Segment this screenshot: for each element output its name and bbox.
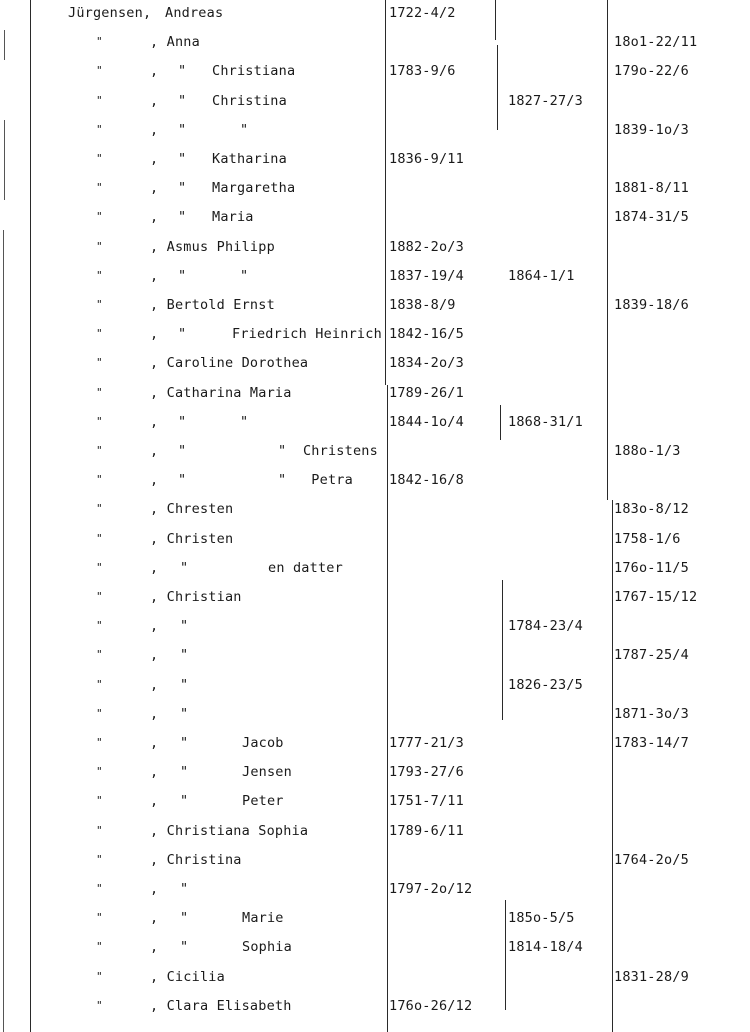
column-rule [612, 500, 613, 1032]
column-rule [607, 0, 608, 500]
surname-cell: " [96, 473, 103, 487]
birth-date-cell: 176o-26/12 [389, 997, 473, 1014]
ditto-cell: " [178, 92, 187, 109]
given-name-cell: , [150, 705, 159, 722]
surname-cell: " [96, 852, 103, 866]
death-date-cell: 1839-18/6 [614, 297, 689, 313]
given-name-cell: , [150, 939, 159, 956]
second-name-cell: Sophia [242, 939, 292, 956]
death-date-cell: 1783-14/7 [614, 735, 689, 751]
surname-cell: " [96, 911, 103, 925]
event-date-cell: 1826-23/5 [508, 676, 583, 693]
surname-cell: " [96, 268, 103, 282]
ditto-cell: " [178, 413, 187, 430]
birth-date-cell: 1789-26/1 [389, 384, 464, 401]
surname-cell: " [96, 210, 103, 224]
second-name-cell: Christina [212, 92, 287, 109]
surname-cell: " [96, 648, 103, 662]
surname-cell: " [96, 327, 103, 341]
second-name-cell: Peter [242, 793, 284, 810]
surname-cell: " [96, 794, 103, 808]
given-name-cell: , [150, 676, 159, 693]
death-date-cell: 1874-31/5 [614, 209, 689, 226]
second-name-cell: Katharina [212, 151, 287, 167]
ditto-cell: " [180, 676, 189, 693]
surname-cell: " [96, 385, 103, 399]
death-date-cell: 1758-1/6 [614, 530, 681, 547]
birth-date-cell: 1882-2o/3 [389, 238, 464, 255]
birth-date-cell: 1834-2o/3 [389, 355, 464, 372]
surname-cell: " [96, 998, 103, 1012]
second-name-cell: " [240, 121, 249, 138]
given-name-cell: , Bertold Ernst [150, 297, 275, 313]
column-rule [495, 0, 496, 40]
column-rule [387, 385, 388, 1032]
given-name-cell: , [150, 326, 159, 343]
birth-date-cell: 1838-8/9 [389, 297, 456, 313]
given-name-cell: , [150, 443, 159, 459]
surname-cell: " [96, 414, 103, 428]
second-name-cell: " Christens [278, 443, 378, 459]
ditto-cell: " [178, 63, 187, 80]
column-rule [385, 0, 386, 385]
surname-cell: " [96, 765, 103, 779]
given-name-cell: , [150, 618, 159, 635]
given-name-cell: , [150, 472, 159, 489]
given-name-cell: , [150, 735, 159, 751]
surname-cell: " [96, 356, 103, 370]
ditto-cell: " [178, 180, 187, 197]
death-date-cell: 1839-1o/3 [614, 121, 689, 138]
event-date-cell: 1814-18/4 [508, 939, 583, 956]
event-date-cell: 1827-27/3 [508, 92, 583, 109]
event-date-cell: 185o-5/5 [508, 910, 575, 927]
ditto-cell: " [178, 121, 187, 138]
given-name-cell: , [150, 267, 159, 284]
given-name-cell: , Christina [150, 851, 242, 868]
ditto-cell: " [180, 793, 189, 810]
scan-edge-mark [4, 120, 5, 200]
surname-cell: " [96, 181, 103, 195]
second-name-cell: en datter [268, 559, 343, 576]
death-date-cell: 1871-3o/3 [614, 705, 689, 722]
ditto-cell: " [180, 559, 189, 576]
birth-date-cell: 1844-1o/4 [389, 413, 464, 430]
second-name-cell: Margaretha [212, 180, 296, 197]
given-name-cell: , [150, 63, 159, 80]
second-name-cell: Friedrich Heinrich [232, 326, 382, 343]
surname-cell: " [96, 502, 103, 516]
ditto-cell: " [180, 735, 189, 751]
surname-cell: Jürgensen, [68, 5, 152, 21]
birth-date-cell: 1793-27/6 [389, 764, 464, 781]
ditto-cell: " [178, 472, 187, 489]
birth-date-cell: 1842-16/8 [389, 472, 464, 489]
given-name-cell: , [150, 764, 159, 781]
surname-cell: " [96, 35, 103, 49]
surname-cell: " [96, 560, 103, 574]
given-name-cell: , Anna [150, 34, 200, 51]
column-rule [502, 580, 503, 720]
second-name-cell: " Petra [278, 472, 353, 489]
surname-cell: " [96, 940, 103, 954]
given-name-cell: , Christian [150, 589, 242, 605]
surname-cell: " [96, 444, 103, 457]
given-name-cell: , [150, 92, 159, 109]
death-date-cell: 1881-8/11 [614, 180, 689, 197]
given-name-cell: , [150, 559, 159, 576]
given-name-cell: , Catharina Maria [150, 384, 292, 401]
ditto-cell: " [178, 326, 187, 343]
second-name-cell: " [240, 413, 249, 430]
surname-cell: " [96, 590, 103, 603]
given-name-cell: Andreas [165, 5, 224, 21]
birth-date-cell: 1842-16/5 [389, 326, 464, 343]
ditto-cell: " [180, 881, 189, 897]
death-date-cell: 1787-25/4 [614, 647, 689, 664]
birth-date-cell: 1836-9/11 [389, 151, 464, 167]
death-date-cell: 179o-22/6 [614, 63, 689, 80]
surname-cell: " [96, 969, 103, 983]
ditto-cell: " [180, 618, 189, 635]
given-name-cell: , Cicilia [150, 968, 225, 985]
given-name-cell: , [150, 910, 159, 927]
column-rule [30, 0, 31, 1032]
given-name-cell: , [150, 180, 159, 197]
second-name-cell: Jensen [242, 764, 292, 781]
birth-date-cell: 1777-21/3 [389, 735, 464, 751]
death-date-cell: 176o-11/5 [614, 559, 689, 576]
event-date-cell: 1784-23/4 [508, 618, 583, 635]
surname-cell: " [96, 239, 103, 253]
birth-date-cell: 1797-2o/12 [389, 881, 473, 897]
second-name-cell: Christiana [212, 63, 296, 80]
surname-cell: " [96, 64, 103, 78]
death-date-cell: 188o-1/3 [614, 443, 681, 459]
second-name-cell: " [240, 267, 249, 284]
surname-cell: " [96, 122, 103, 136]
given-name-cell: , [150, 647, 159, 664]
ditto-cell: " [178, 209, 187, 226]
scan-edge-mark [4, 30, 5, 60]
given-name-cell: , [150, 151, 159, 167]
surname-cell: " [96, 736, 103, 749]
surname-cell: " [96, 823, 103, 837]
death-date-cell: 1764-2o/5 [614, 851, 689, 868]
given-name-cell: , Christiana Sophia [150, 822, 309, 839]
surname-cell: " [96, 882, 103, 895]
given-name-cell: , [150, 121, 159, 138]
given-name-cell: , [150, 881, 159, 897]
death-date-cell: 1767-15/12 [614, 589, 698, 605]
death-date-cell: 18o1-22/11 [614, 34, 698, 51]
second-name-cell: Marie [242, 910, 284, 927]
death-date-cell: 1831-28/9 [614, 968, 689, 985]
ditto-cell: " [180, 764, 189, 781]
column-rule [505, 900, 506, 1010]
given-name-cell: , Asmus Philipp [150, 238, 275, 255]
second-name-cell: Jacob [242, 735, 284, 751]
birth-date-cell: 1789-6/11 [389, 822, 464, 839]
surname-cell: " [96, 152, 103, 165]
ditto-cell: " [178, 267, 187, 284]
surname-cell: " [96, 619, 103, 633]
given-name-cell: , [150, 209, 159, 226]
column-rule [500, 405, 501, 440]
column-rule [497, 45, 498, 130]
given-name-cell: , Christen [150, 530, 234, 547]
surname-cell: " [96, 706, 103, 720]
ditto-cell: " [178, 443, 187, 459]
ditto-cell: " [180, 647, 189, 664]
death-date-cell: 183o-8/12 [614, 501, 689, 518]
scan-edge-mark [3, 230, 4, 1032]
event-date-cell: 1864-1/1 [508, 267, 575, 284]
surname-cell: " [96, 677, 103, 691]
given-name-cell: , Clara Elisabeth [150, 997, 292, 1014]
given-name-cell: , [150, 793, 159, 810]
given-name-cell: , Caroline Dorothea [150, 355, 309, 372]
birth-date-cell: 1783-9/6 [389, 63, 456, 80]
given-name-cell: , Chresten [150, 501, 234, 518]
given-name-cell: , [150, 413, 159, 430]
birth-date-cell: 1751-7/11 [389, 793, 464, 810]
birth-date-cell: 1837-19/4 [389, 267, 464, 284]
ditto-cell: " [180, 705, 189, 722]
second-name-cell: Maria [212, 209, 254, 226]
birth-date-cell: 1722-4/2 [389, 5, 456, 21]
ditto-cell: " [180, 910, 189, 927]
ditto-cell: " [180, 939, 189, 956]
surname-cell: " [96, 298, 103, 311]
event-date-cell: 1868-31/1 [508, 413, 583, 430]
surname-cell: " [96, 531, 103, 545]
ditto-cell: " [178, 151, 187, 167]
surname-cell: " [96, 93, 103, 107]
